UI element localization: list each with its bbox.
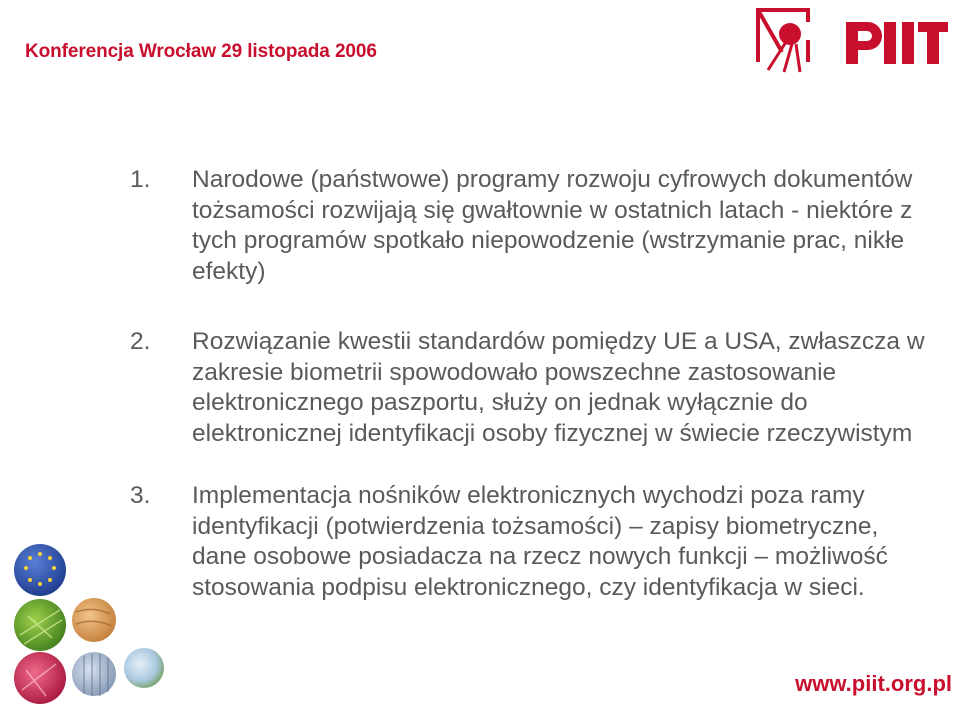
piit-logo bbox=[748, 0, 960, 90]
decorative-photo-circles bbox=[6, 540, 166, 705]
list-item bbox=[130, 481, 930, 603]
piit-logo-graphic bbox=[748, 0, 960, 90]
list-item bbox=[130, 165, 930, 287]
list-item-number: 2. bbox=[130, 328, 151, 355]
list-item-text: Implementacja nośników elektronicznych wychodzi poza ramy identyfikacji (potwierdzenia tożsamości) – zapisy biometryczne, dane osobowe posiadacza na rzecz nowych funkcji – możliwość stosowania podpisu elektronicznego, czy identyfikacja w sieci. bbox=[192, 482, 888, 601]
list-item-text: Rozwiązanie kwestii standardów pomiędzy UE a USA, zwłaszcza w zakresie biometrii spowodowało powszechne zastosowanie elektronicznego paszportu, służy on jednak wyłącznie do elektronicznej identyfikacji osoby fizycznej w świecie rzeczywistym bbox=[192, 328, 925, 447]
conference-title: Konferencja Wrocław 29 listopada 2006 bbox=[25, 41, 377, 62]
list-item-number: 3. bbox=[130, 482, 151, 509]
list-item-text: Narodowe (państwowe) programy rozwoju cyfrowych dokumentów tożsamości rozwijają się gwałtownie w ostatnich latach - niektóre z tych programów spotkało niepowodzenie (wstrzymanie prac, nikłe efekty) bbox=[192, 166, 913, 285]
list-item bbox=[130, 327, 930, 449]
footer-website-link[interactable]: www.piit.org.pl bbox=[795, 671, 952, 696]
list-item-number: 1. bbox=[130, 166, 151, 193]
slide-content bbox=[130, 165, 930, 603]
photo-circles-graphic bbox=[6, 540, 166, 705]
